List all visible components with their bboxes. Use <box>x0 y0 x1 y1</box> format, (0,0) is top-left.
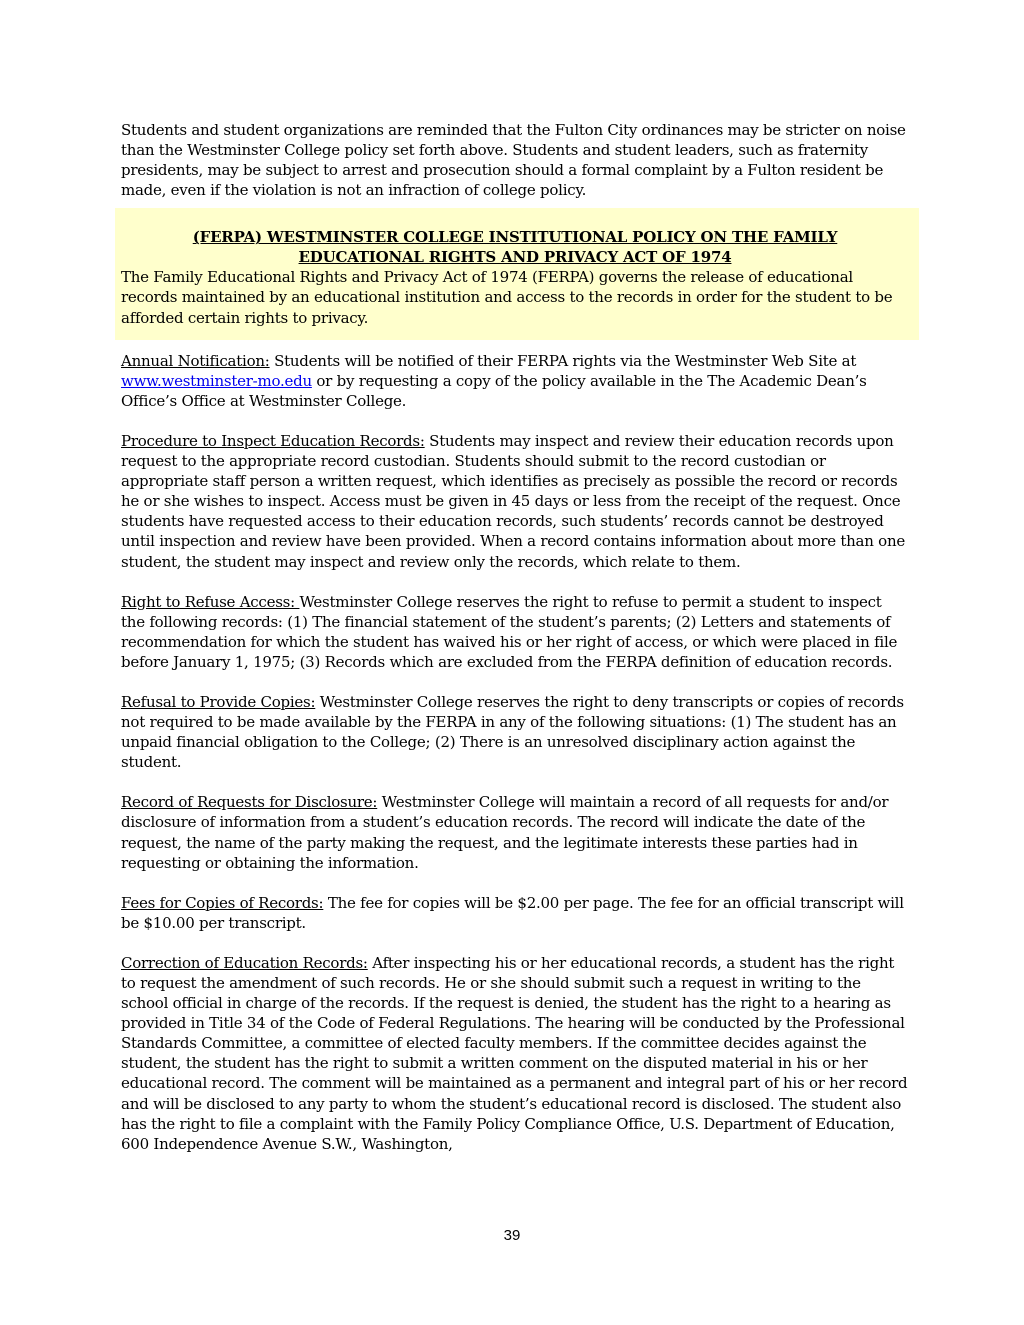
annual-notification-text-2: or by requesting a copy of the policy available in the The Academic Dean’s Office’s Office at Westminster College. <box>121 371 867 410</box>
refuse-copies-paragraph <box>121 692 909 772</box>
fees-paragraph <box>121 893 909 933</box>
annual-notification-title: Annual Notification: <box>121 351 270 370</box>
ferpa-heading-line-1: (FERPA) WESTMINSTER COLLEGE INSTITUTIONAL POLICY ON THE FAMILY <box>192 228 838 247</box>
inspect-records-text: Students may inspect and review their education records upon request to the appropriate record custodian. Students should submit to the record custodian or appropriate staff person a written request, which identifies as precisely as possible the record or records he or she wishes to inspect. Access must be given in 45 days or less from the receipt of the request. Once students have requested access to their education records, such students’ records cannot be destroyed until inspection and review have been provided. When a record contains information about more than one student, the student may inspect and review only the records, which relate to them. <box>121 431 906 571</box>
ferpa-heading-line-2: EDUCATIONAL RIGHTS AND PRIVACY ACT OF 1974 <box>298 248 732 267</box>
inspect-records-paragraph <box>121 431 909 572</box>
correction-paragraph <box>121 953 909 1154</box>
requests-disclosure-paragraph <box>121 792 909 872</box>
refuse-access-text: Westminster College reserves the right to refuse to permit a student to inspect the following records: (1) The financial statement of the student’s parents; (2) Letters and statements of recommendation for which the student has waived his or her right of access, or which were placed in file before January 1, 1975; (3) Records which are excluded from the FERPA definition of education records. <box>121 592 898 671</box>
annual-notification-paragraph <box>121 351 909 411</box>
annual-notification-text-1: Students will be notified of their FERPA rights via the Westminster Web Site at <box>269 351 857 370</box>
document-page <box>121 120 909 1154</box>
refuse-access-paragraph <box>121 592 909 672</box>
inspect-records-title: Procedure to Inspect Education Records: <box>121 431 425 450</box>
refuse-access-title: Right to Refuse Access: <box>121 592 300 611</box>
requests-disclosure-text: Westminster College will maintain a record of all requests for and/or disclosure of information from a student’s education records. The record will indicate the date of the request, the name of the party making the request, and the legitimate interests these parties had in requesting or obtaining the information. <box>121 793 889 872</box>
page-number: 39 <box>503 1227 521 1244</box>
fees-title: Fees for Copies of Records: <box>121 893 324 912</box>
ferpa-heading <box>121 227 909 267</box>
ferpa-highlight-block <box>115 208 919 339</box>
fees-text: The fee for copies will be $2.00 per page. The fee for an official transcript will be $10.00 per transcript. <box>121 893 904 932</box>
requests-disclosure-title: Record of Requests for Disclosure: <box>121 793 378 812</box>
refuse-copies-text: Westminster College reserves the right to deny transcripts or copies of records not required to be made available by the FERPA in any of the following situations: (1) The student has an unpaid financial obligation to the College; (2) There is an unresolved disciplinary action against the student. <box>121 692 904 772</box>
intro-paragraph: Students and student organizations are reminded that the Fulton City ordinances may be stricter on noise than the Westminster College policy set forth above. Students and student leaders, such as fraternity presidents, may be subject to arrest and prosecution should a formal complaint by a Fulton resident be made, even if the violation is not an infraction of college policy. <box>121 121 906 200</box>
ferpa-summary: The Family Educational Rights and Privacy Act of 1974 (FERPA) governs the release of educational records maintained by an educational institution and access to the records in order for the student to be afforded certain rights to privacy. <box>121 268 893 327</box>
refuse-copies-title: Refusal to Provide Copies: <box>121 692 316 711</box>
correction-title: Correction of Education Records: <box>121 953 368 972</box>
correction-text: After inspecting his or her educational records, a student has the right to request the amendment of such records. He or she should submit such a request in writing to the school official in charge of the records. If the request is denied, the student has the right to a hearing as provided in Title 34 of the Code of Federal Regulations. The hearing will be conducted by the Professional Standards Committee, a committee of elected faculty members. If the committee decides against the student, the student has the right to submit a written comment on the disputed material in his or her educational record. The comment will be maintained as a permanent and integral part of his or her record and will be disclosed to any party to whom the student’s educational record is disclosed. The student also has the right to file a complaint with the Family Policy Compliance Office, U.S. Department of Education, 600 Independence Avenue S.W., Washington, <box>121 953 908 1153</box>
westminster-website-link[interactable]: www.westminster-mo.edu <box>121 371 312 390</box>
